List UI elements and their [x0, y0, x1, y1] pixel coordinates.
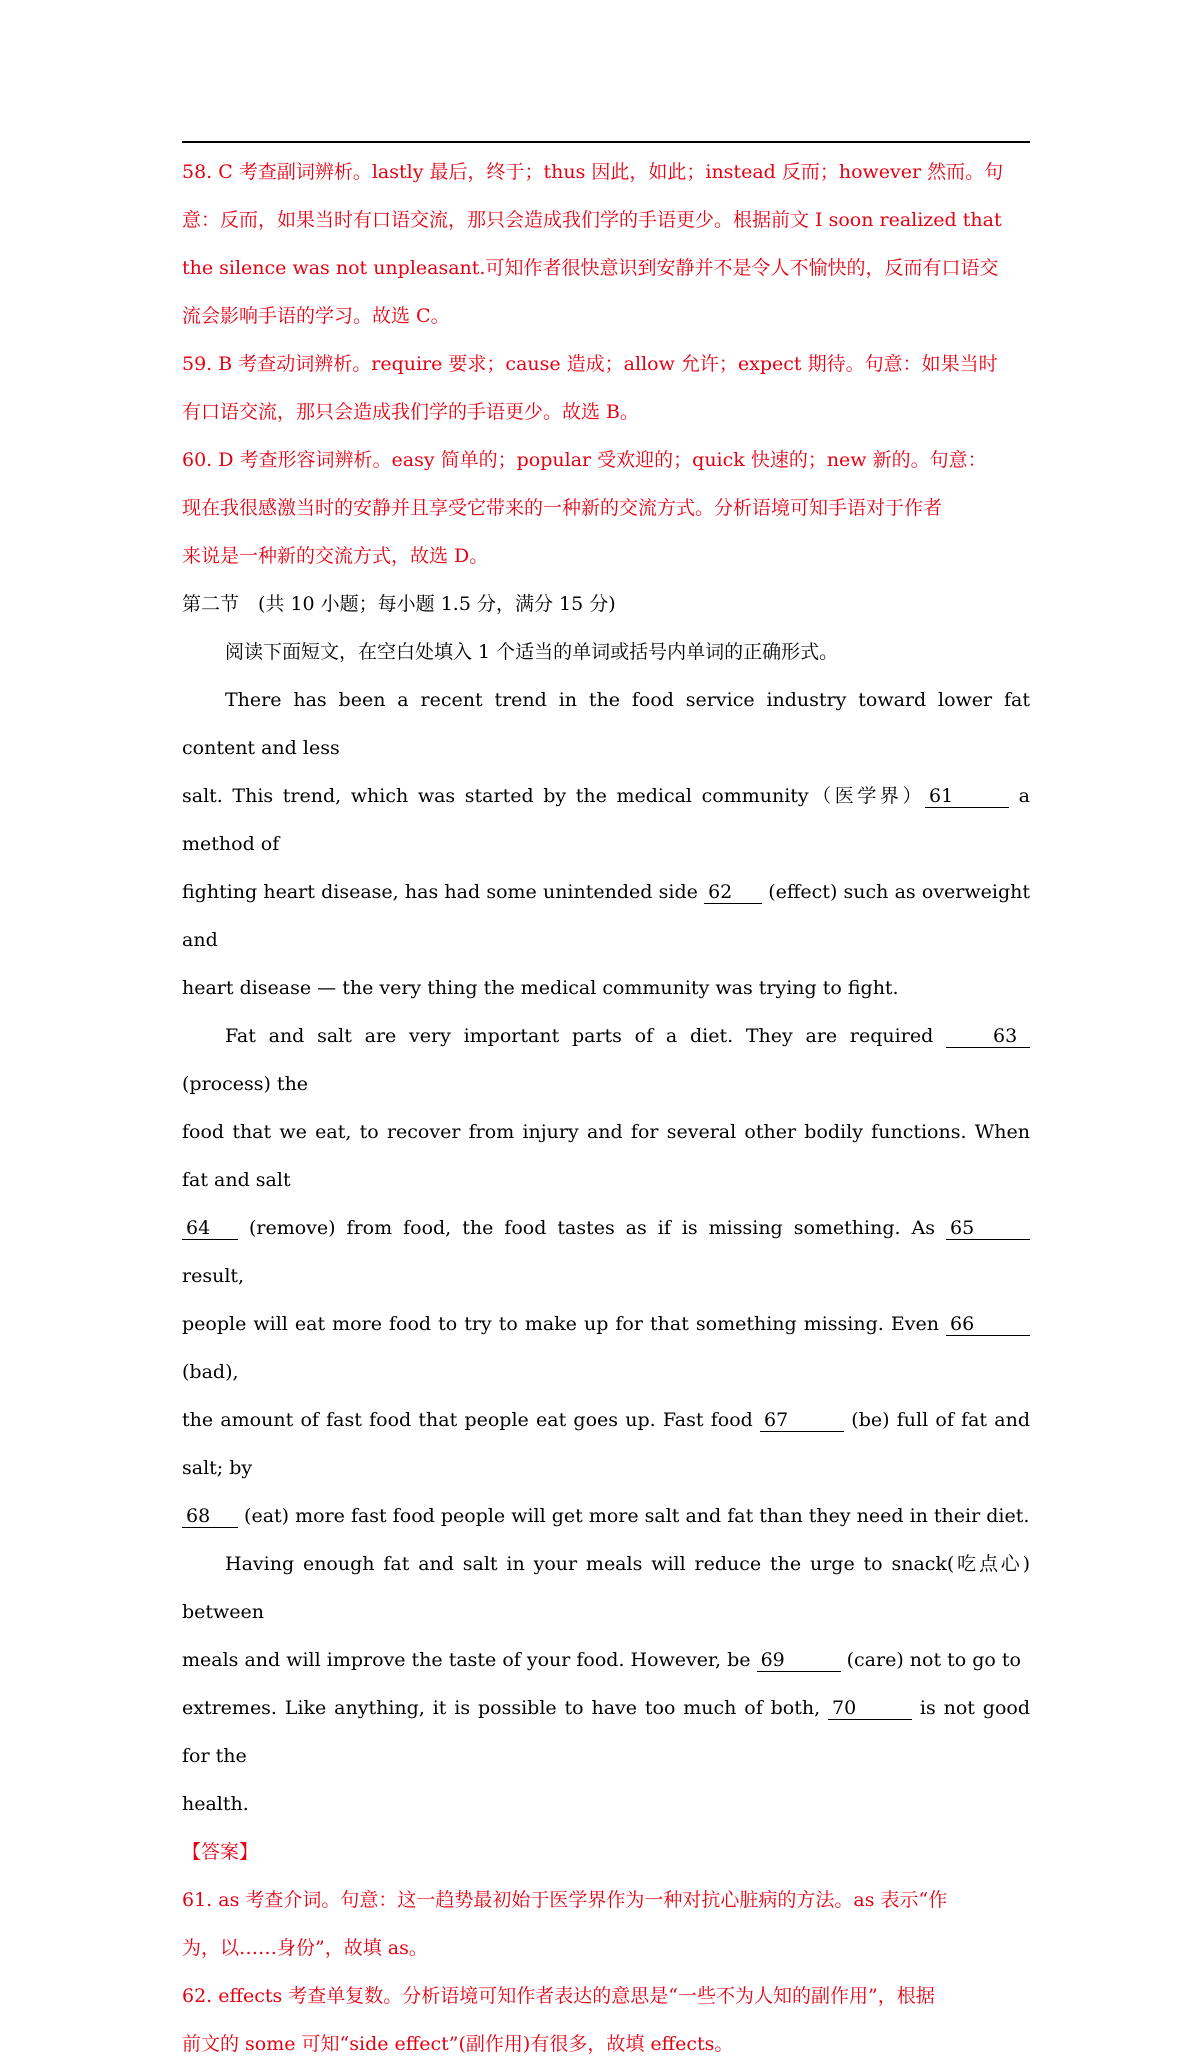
- passage-text: extremes. Like anything, it is possible to have too much of both,: [182, 1697, 821, 1719]
- blank-70: 70: [828, 1697, 912, 1720]
- passage-text: (eat) more fast food people will get more salt and fat than they need in their diet.: [244, 1505, 1030, 1527]
- passage-line: food that we eat, to recover from injury and for several other bodily functions. When fat and salt: [182, 1121, 1030, 1191]
- passage-text: people will eat more food to try to make up for that something missing. Even: [182, 1313, 939, 1335]
- answer-q62: [182, 1972, 1030, 2068]
- passage-line: Having enough fat and salt in your meals will reduce the urge to snack(吃点心) between: [182, 1553, 1030, 1623]
- passage-line: [182, 1012, 1030, 1108]
- explanation-q58: [182, 148, 1030, 340]
- blank-64: 64: [182, 1217, 238, 1240]
- passage-text: (remove) from food, the food tastes as if is missing something. As: [248, 1217, 935, 1239]
- answer-line: 61. as 考查介词。句意：这一趋势最初始于医学界作为一种对抗心脏病的方法。as 表示“作: [182, 1889, 948, 1911]
- header-rule: [182, 141, 1030, 143]
- answer-q61: [182, 1876, 1030, 1972]
- passage-text: meals and will improve the taste of your food. However, be: [182, 1649, 751, 1671]
- passage-paragraph-2: [182, 1012, 1030, 1540]
- passage-text: result,: [182, 1265, 245, 1287]
- explanation-line: 流会影响手语的学习。故选 C。: [182, 305, 450, 327]
- passage-line: [182, 868, 1030, 964]
- passage-text: fighting heart disease, has had some unintended side: [182, 881, 698, 903]
- passage-text: the amount of fast food that people eat goes up. Fast food: [182, 1409, 753, 1431]
- passage-line: [182, 1396, 1030, 1492]
- blank-61: 61: [925, 785, 1009, 808]
- passage-line: [182, 1204, 1030, 1300]
- passage-text: salt. This trend, which was started by the medical community（医学界）: [182, 785, 926, 807]
- explanation-line: 现在我很感激当时的安静并且享受它带来的一种新的交流方式。分析语境可知手语对于作者: [182, 497, 943, 519]
- explanation-line: 58. C 考查副词辨析。lastly 最后，终于；thus 因此，如此；instead 反而；however 然而。句: [182, 161, 1004, 183]
- answer-line: 62. effects 考查单复数。分析语境可知作者表达的意思是“一些不为人知的副作用”，根据: [182, 1985, 935, 2007]
- answers-heading: 【答案】: [182, 1841, 259, 1863]
- blank-63: 63: [946, 1025, 1030, 1048]
- passage-line: [182, 772, 1030, 868]
- passage-line: [182, 1492, 1030, 1540]
- explanation-line: 60. D 考查形容词辨析。easy 简单的；popular 受欢迎的；quick 快速的；new 新的。句意：: [182, 449, 987, 471]
- passage-paragraph-3: [182, 1540, 1030, 1828]
- passage-text: (effect) such as overweight and: [182, 881, 1030, 951]
- blank-68: 68: [182, 1505, 238, 1528]
- passage-text: (care) not to go to: [846, 1649, 1021, 1671]
- blank-67: 67: [760, 1409, 844, 1432]
- passage-text: (bad),: [182, 1361, 239, 1383]
- explanation-line: the silence was not unpleasant.可知作者很快意识到安静并不是令人不愉快的，反而有口语交: [182, 257, 999, 279]
- blank-69: 69: [757, 1649, 841, 1672]
- section-instruction: 阅读下面短文，在空白处填入 1 个适当的单词或括号内单词的正确形式。: [225, 641, 839, 663]
- explanation-q60: [182, 436, 1030, 580]
- blank-62: 62: [704, 881, 762, 904]
- blank-65: 65: [946, 1217, 1030, 1240]
- passage-text: (process) the: [182, 1073, 309, 1095]
- explanation-line: 来说是一种新的交流方式，故选 D。: [182, 545, 489, 567]
- explanation-q59: [182, 340, 1030, 436]
- explanation-line: 59. B 考查动词辨析。require 要求；cause 造成；allow 允许；expect 期待。句意：如果当时: [182, 353, 998, 375]
- passage-text: a method of: [182, 785, 1030, 855]
- page-content: [182, 148, 1030, 2068]
- passage-line: heart disease — the very thing the medical community was trying to fight.: [182, 977, 899, 999]
- blank-66: 66: [946, 1313, 1030, 1336]
- passage-text: (be) full of fat and salt; by: [182, 1409, 1031, 1479]
- passage-text: is not good for the: [182, 1697, 1030, 1767]
- answer-line: 为，以……身份”，故填 as。: [182, 1937, 428, 1959]
- passage-text: Fat and salt are very important parts of a diet. They are required: [225, 1025, 934, 1047]
- passage-line: [182, 1300, 1030, 1396]
- explanation-line: 有口语交流，那只会造成我们学的手语更少。故选 B。: [182, 401, 640, 423]
- passage-line: health.: [182, 1793, 249, 1815]
- section-heading: 第二节 (共 10 小题；每小题 1.5 分，满分 15 分): [182, 593, 616, 615]
- answer-line: 前文的 some 可知“side effect”(副作用)有很多，故填 effects。: [182, 2033, 734, 2055]
- explanation-line: 意：反而，如果当时有口语交流，那只会造成我们学的手语更少。根据前文 I soon realized that: [182, 209, 1002, 231]
- passage-line: [182, 1684, 1030, 1780]
- passage-paragraph-1: [182, 676, 1030, 1012]
- passage-line: There has been a recent trend in the food service industry toward lower fat content and less: [182, 689, 1030, 759]
- passage-line: [182, 1636, 1030, 1684]
